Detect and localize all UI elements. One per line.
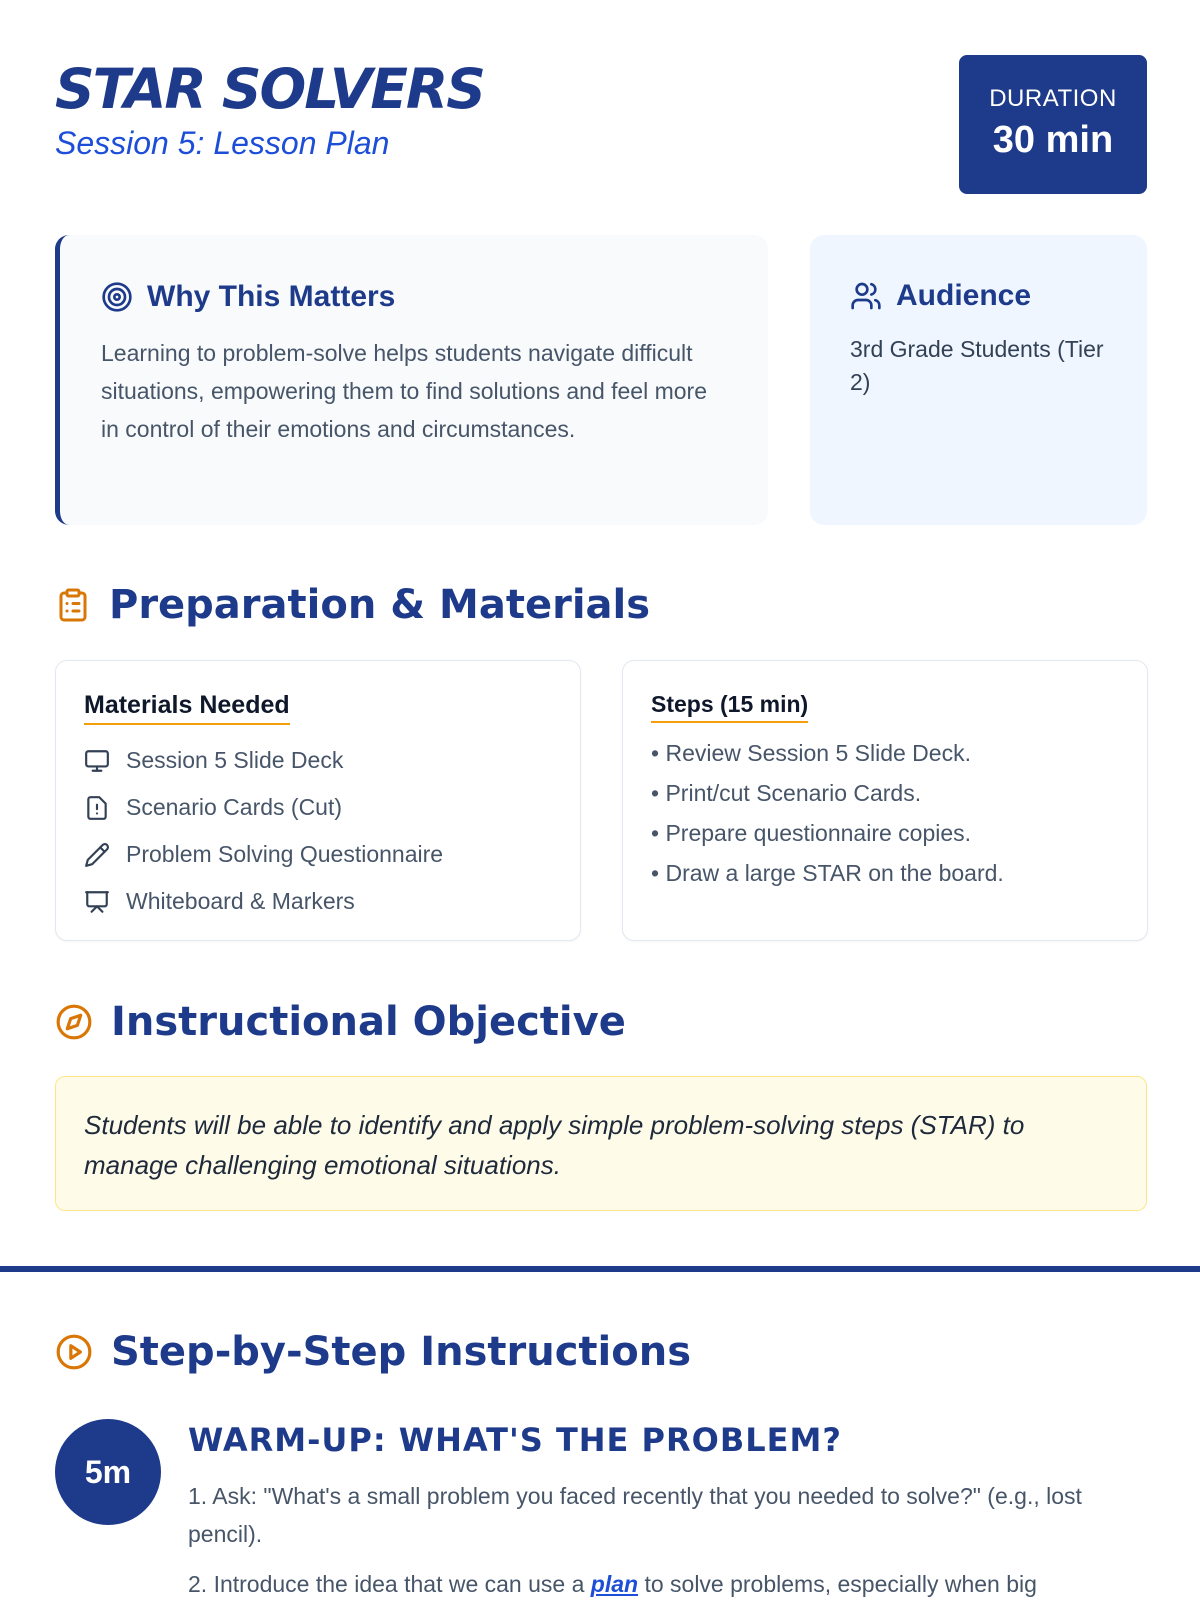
duration-value: 30 min <box>992 119 1114 161</box>
presentation-board-icon <box>84 889 110 915</box>
list-item <box>84 878 552 925</box>
users-icon <box>850 280 882 312</box>
instructions-heading <box>55 1327 691 1377</box>
preparation-heading-text: Preparation & Materials <box>109 582 651 628</box>
page-subtitle: Session 5: Lesson Plan <box>55 125 390 161</box>
materials-card <box>55 660 581 941</box>
page-title: STAR SOLVERS <box>55 57 484 121</box>
preparation-heading <box>55 580 650 630</box>
list-item <box>84 831 552 878</box>
section-divider <box>0 1266 1200 1272</box>
why-title: Why This Matters <box>147 280 396 313</box>
list-item: • Prepare questionnaire copies. <box>651 813 1119 853</box>
list-item <box>84 784 552 831</box>
list-item <box>84 737 552 784</box>
prep-steps-card <box>622 660 1148 941</box>
prep-steps-title: Steps (15 min) <box>651 689 808 723</box>
list-item: • Print/cut Scenario Cards. <box>651 773 1119 813</box>
clipboard-icon <box>55 586 91 624</box>
monitor-icon <box>84 748 110 774</box>
material-label: Session 5 Slide Deck <box>126 747 344 773</box>
why-text: Learning to problem-solve helps students navigate difficult situations, empowering them to find solutions and feel more in control of their emotions and circumstances. <box>101 340 707 442</box>
step-body <box>188 1477 1128 1600</box>
pencil-icon <box>84 842 110 868</box>
materials-title: Materials Needed <box>84 689 290 725</box>
materials-list <box>84 737 552 925</box>
instructions-heading-text: Step-by-Step Instructions <box>111 1329 692 1375</box>
list-item: • Review Session 5 Slide Deck. <box>651 733 1119 773</box>
audience-title-row <box>850 279 1107 313</box>
objective-heading-text: Instructional Objective <box>111 999 626 1045</box>
list-item: • Draw a large STAR on the board. <box>651 853 1119 893</box>
material-label: Scenario Cards (Cut) <box>126 794 343 820</box>
step-item-text: 2. Introduce the idea that we can use a <box>188 1571 591 1597</box>
audience-card <box>810 235 1147 525</box>
objective-heading <box>55 997 626 1047</box>
why-title-row <box>101 280 728 314</box>
step-title: WARM-UP: WHAT'S THE PROBLEM? <box>188 1421 842 1459</box>
material-label: Problem Solving Questionnaire <box>126 841 444 867</box>
why-this-matters-card <box>55 235 768 525</box>
step-item-text: to solve problems, especially when big <box>638 1571 1037 1597</box>
card-alert-icon <box>84 795 110 821</box>
duration-badge <box>959 55 1147 194</box>
play-circle-icon <box>55 1333 93 1371</box>
step-item <box>188 1565 1128 1600</box>
audience-title: Audience <box>896 279 1032 312</box>
material-label: Whiteboard & Markers <box>126 888 355 914</box>
objective-box: Students will be able to identify and apply simple problem-solving steps (STAR) to manage challenging emotional situations. <box>55 1076 1147 1211</box>
audience-text: 3rd Grade Students (Tier 2) <box>850 336 1104 395</box>
keyword-plan: plan <box>590 1571 639 1597</box>
step-item: 1. Ask: "What's a small problem you faced recently that you needed to solve?" (e.g., lost pencil). <box>188 1483 1082 1547</box>
target-icon <box>101 281 133 313</box>
step-duration-badge: 5m <box>55 1419 161 1525</box>
duration-label: DURATION <box>989 85 1117 112</box>
prep-steps-list <box>651 733 1119 893</box>
page-header <box>55 55 1147 195</box>
compass-icon <box>55 1003 93 1041</box>
